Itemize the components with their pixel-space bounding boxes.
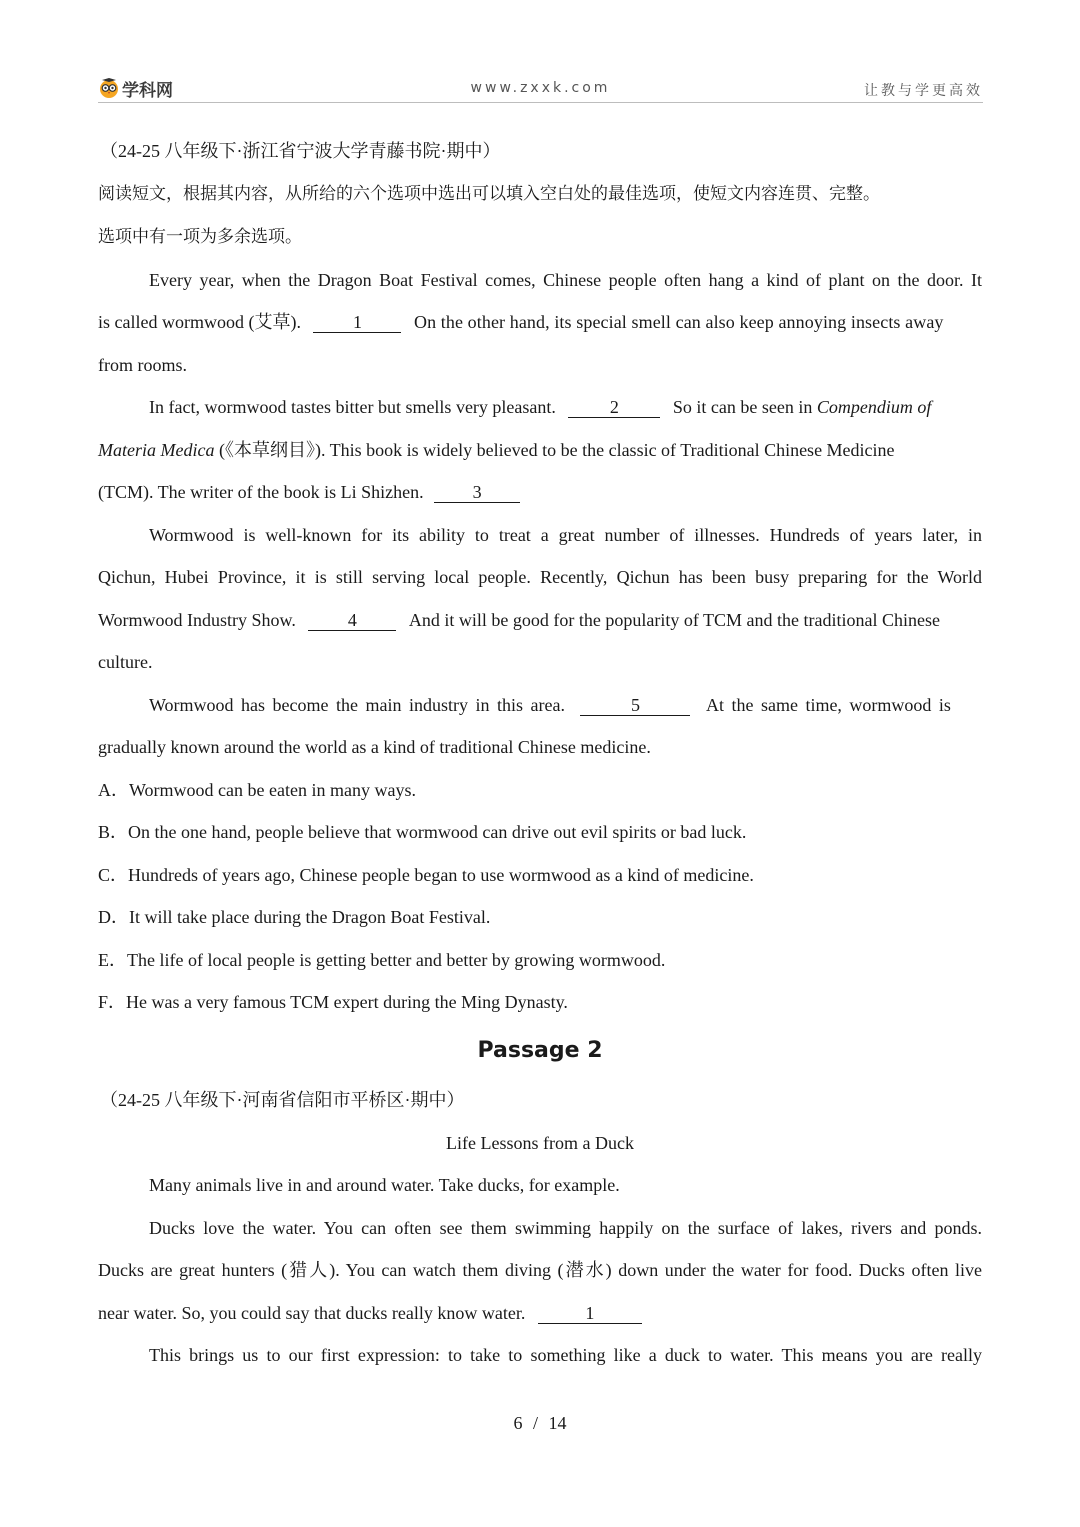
total-pages: 14 xyxy=(548,1413,567,1433)
p2-text-a: In fact, wormwood tastes bitter but smells very pleasant. xyxy=(149,397,556,417)
page-header xyxy=(98,76,983,103)
option-e: E．The life of local people is getting better and better by growing wormwood. xyxy=(98,950,666,970)
blank-3[interactable]: 3 xyxy=(434,483,520,503)
instruction-line-2: 选项中有一项为多余选项。 xyxy=(98,227,302,247)
option-f: F．He was a very famous TCM expert during the Ming Dynasty. xyxy=(98,992,568,1012)
p2-text-d: (TCM). The writer of the book is Li Shizhen. xyxy=(98,482,424,502)
p2-line-2 xyxy=(98,438,982,462)
blank-4[interactable]: 4 xyxy=(308,611,396,631)
passage2-p3-line-1: This brings us to our first expression: to take to something like a duck to water. This means you are really xyxy=(149,1345,982,1365)
p2-line-1 xyxy=(98,395,982,419)
blank-1[interactable]: 1 xyxy=(313,313,401,333)
p3-text-a: Wormwood Industry Show. xyxy=(98,610,296,630)
passage2-p2-text: near water. So, you could say that ducks really know water. xyxy=(98,1303,526,1323)
p3-line-1: Wormwood is well-known for its ability to treat a great number of illnesses. Hundreds of years later, in xyxy=(149,525,982,545)
p1-line-1: Every year, when the Dragon Boat Festival comes, Chinese people often hang a kind of plant on the door. It xyxy=(149,270,982,290)
p3-line-3 xyxy=(98,608,982,632)
p4-text-a: Wormwood has become the main industry in this area. xyxy=(149,695,565,715)
site-url[interactable]: www.zxxk.com xyxy=(470,80,611,96)
passage2-p2-line-1: Ducks love the water. You can often see them swimming happily on the surface of lakes, rivers and ponds. xyxy=(149,1218,982,1238)
option-c: C．Hundreds of years ago, Chinese people began to use wormwood as a kind of medicine. xyxy=(98,865,754,885)
p2-book-title-b: Materia Medica xyxy=(98,440,215,460)
p1-text-a: is called wormwood (艾草). xyxy=(98,312,301,332)
p3-line-2: Qichun, Hubei Province, it is still serving local people. Recently, Qichun has been busy preparing for the World xyxy=(98,567,982,587)
p3-line-4: culture. xyxy=(98,652,153,672)
p3-text-b: And it will be good for the popularity of TCM and the traditional Chinese xyxy=(408,610,940,630)
p2-text-b: So it can be seen in xyxy=(672,397,813,417)
page-number xyxy=(0,1413,1080,1434)
p4-line-1 xyxy=(98,693,982,717)
passage2-p2-line-3 xyxy=(98,1301,982,1325)
p1-line-2 xyxy=(98,310,982,334)
option-d: D．It will take place during the Dragon Boat Festival. xyxy=(98,907,491,927)
p2-line-3 xyxy=(98,480,982,504)
page-separator: / xyxy=(532,1413,538,1433)
p2-book-title-a: Compendium of xyxy=(816,397,932,417)
passage2-p1: Many animals live in and around water. Take ducks, for example. xyxy=(149,1175,620,1195)
p4-line-2: gradually known around the world as a kind of traditional Chinese medicine. xyxy=(98,737,651,757)
option-a: A．Wormwood can be eaten in many ways. xyxy=(98,780,416,800)
instruction-line-1: 阅读短文，根据其内容，从所给的六个选项中选出可以填入空白处的最佳选项，使短文内容连贯、完整。 xyxy=(98,184,880,204)
passage2-title: Life Lessons from a Duck xyxy=(446,1133,634,1153)
passage2-source: （24-25 八年级下·河南省信阳市平桥区·期中） xyxy=(100,1090,465,1110)
passage2-blank-1[interactable]: 1 xyxy=(538,1304,642,1324)
p2-text-c: (《本草纲目》). This book is widely believed to be the classic of Traditional Chinese Medicine xyxy=(218,440,895,460)
site-slogan: 让教与学更高效 xyxy=(864,83,983,99)
p1-text-b: On the other hand, its special smell can also keep annoying insects away xyxy=(413,312,944,332)
passage2-heading: Passage 2 xyxy=(477,1038,603,1063)
blank-5[interactable]: 5 xyxy=(580,696,690,716)
logo-text: 学科网 xyxy=(122,80,173,101)
passage2-p2-line-2: Ducks are great hunters (猎人). You can watch them diving (潜水) down under the water for food. Ducks often live xyxy=(98,1260,982,1280)
p4-text-b: At the same time, wormwood is xyxy=(705,695,951,715)
option-b: B．On the one hand, people believe that wormwood can drive out evil spirits or bad luck. xyxy=(98,822,747,842)
blank-2[interactable]: 2 xyxy=(568,398,660,418)
current-page: 6 xyxy=(513,1413,523,1433)
p1-line-3: from rooms. xyxy=(98,355,187,375)
passage1-source: （24-25 八年级下·浙江省宁波大学青藤书院·期中） xyxy=(100,141,501,161)
